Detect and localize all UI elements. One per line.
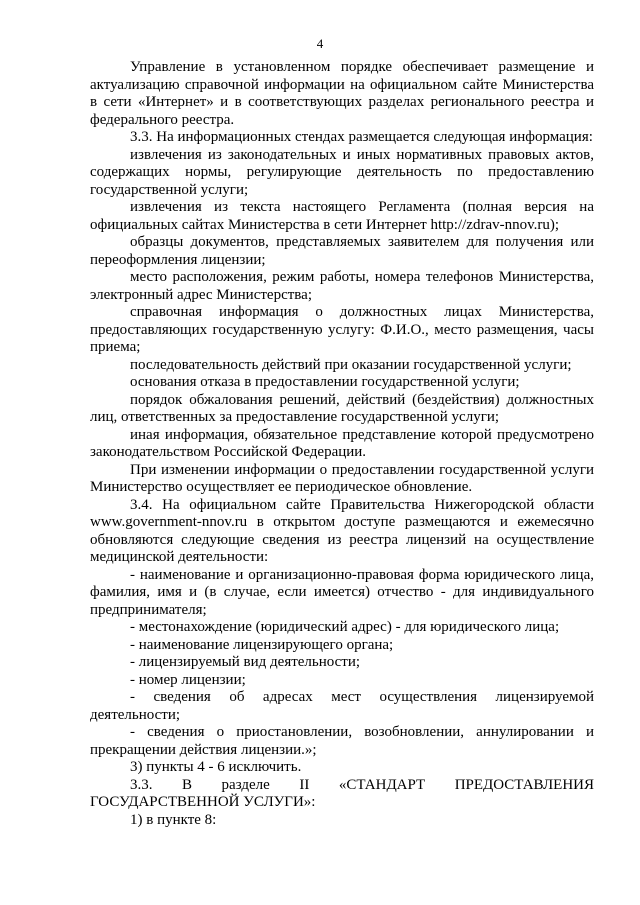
list-item-activity-type: - лицензируемый вид деятельности;: [130, 654, 361, 670]
list-item-license-status: - сведения о приостановлении, возобновлении, аннулировании и прекращении действия лицензии.»;: [90, 724, 594, 758]
paragraph-regulation-extracts: извлечения из текста настоящего Регламента (полная версия на официальных сайтах Министерства в сети Интернет http://zdrav-nnov.ru);: [90, 199, 594, 233]
paragraph-legal-extracts: извлечения из законодательных и иных нормативных правовых актов, содержащих нормы, регулирующие деятельность по предоставлению государственной услуги;: [90, 146, 594, 198]
paragraph-other-info: иная информация, обязательное представление которой предусмотрено законодательством Российской Федерации.: [90, 426, 594, 460]
paragraph-appeal-procedure: порядок обжалования решений, действий (бездействия) должностных лиц, ответственных за предоставление государственной услуги;: [90, 391, 594, 425]
document-body: [90, 59, 594, 829]
list-item-legal-address: - местонахождение (юридический адрес) - для юридического лица;: [130, 619, 560, 635]
paragraph-3-4-website: 3.4. На официальном сайте Правительства Нижегородской области www.government-nnov.ru в открытом доступе размещаются и ежемесячно обновляются следующие сведения из реестра лицензий на осуществление медицинской деятельности:: [90, 496, 594, 565]
paragraph-refusal-grounds: основания отказа в предоставлении государственной услуги;: [130, 374, 520, 390]
list-item-license-number: - номер лицензии;: [130, 671, 246, 688]
page-number: 4: [316, 36, 324, 51]
paragraph-3-3-stands: 3.3. На информационных стендах размещается следующая информация:: [130, 129, 593, 145]
paragraph-placement-info: Управление в установленном порядке обеспечивает размещение и актуализацию справочной информации на официальном сайте Министерства в сети «Интернет» и в соответствующих разделах регионального реестра и федерального реестра.: [90, 59, 594, 128]
paragraph-section-ii: 3.3. В разделе II «СТАНДАРТ ПРЕДОСТАВЛЕНИЯ ГОСУДАРСТВЕННОЙ УСЛУГИ»:: [90, 776, 594, 810]
paragraph-action-sequence: последовательность действий при оказании государственной услуги;: [130, 356, 572, 373]
paragraph-officials-info: справочная информация о должностных лицах Министерства, предоставляющих государственную услугу: Ф.И.О., место размещения, часы приема;: [90, 304, 594, 355]
paragraph-document-samples: образцы документов, представляемых заявителем для получения или переоформления лицензии;: [90, 234, 594, 268]
paragraph-location-contacts: место расположения, режим работы, номера телефонов Министерства, электронный адрес Министерства;: [90, 269, 594, 303]
list-item-entity-name: - наименование и организационно-правовая форма юридического лица, фамилия, имя и (в случае, если имеется) отчество - для индивидуального предпринимателя;: [90, 566, 594, 618]
paragraph-periodic-update: При изменении информации о предоставлении государственной услуги Министерство осуществляет ее периодическое обновление.: [90, 461, 594, 495]
list-item-activity-addresses: - сведения об адресах мест осуществления лицензируемой деятельности;: [90, 689, 594, 723]
paragraph-exclude-items: 3) пункты 4 - 6 исключить.: [130, 759, 302, 775]
list-item-licensing-body: - наименование лицензирующего органа;: [130, 636, 394, 653]
paragraph-item-8: 1) в пункте 8:: [130, 811, 217, 828]
